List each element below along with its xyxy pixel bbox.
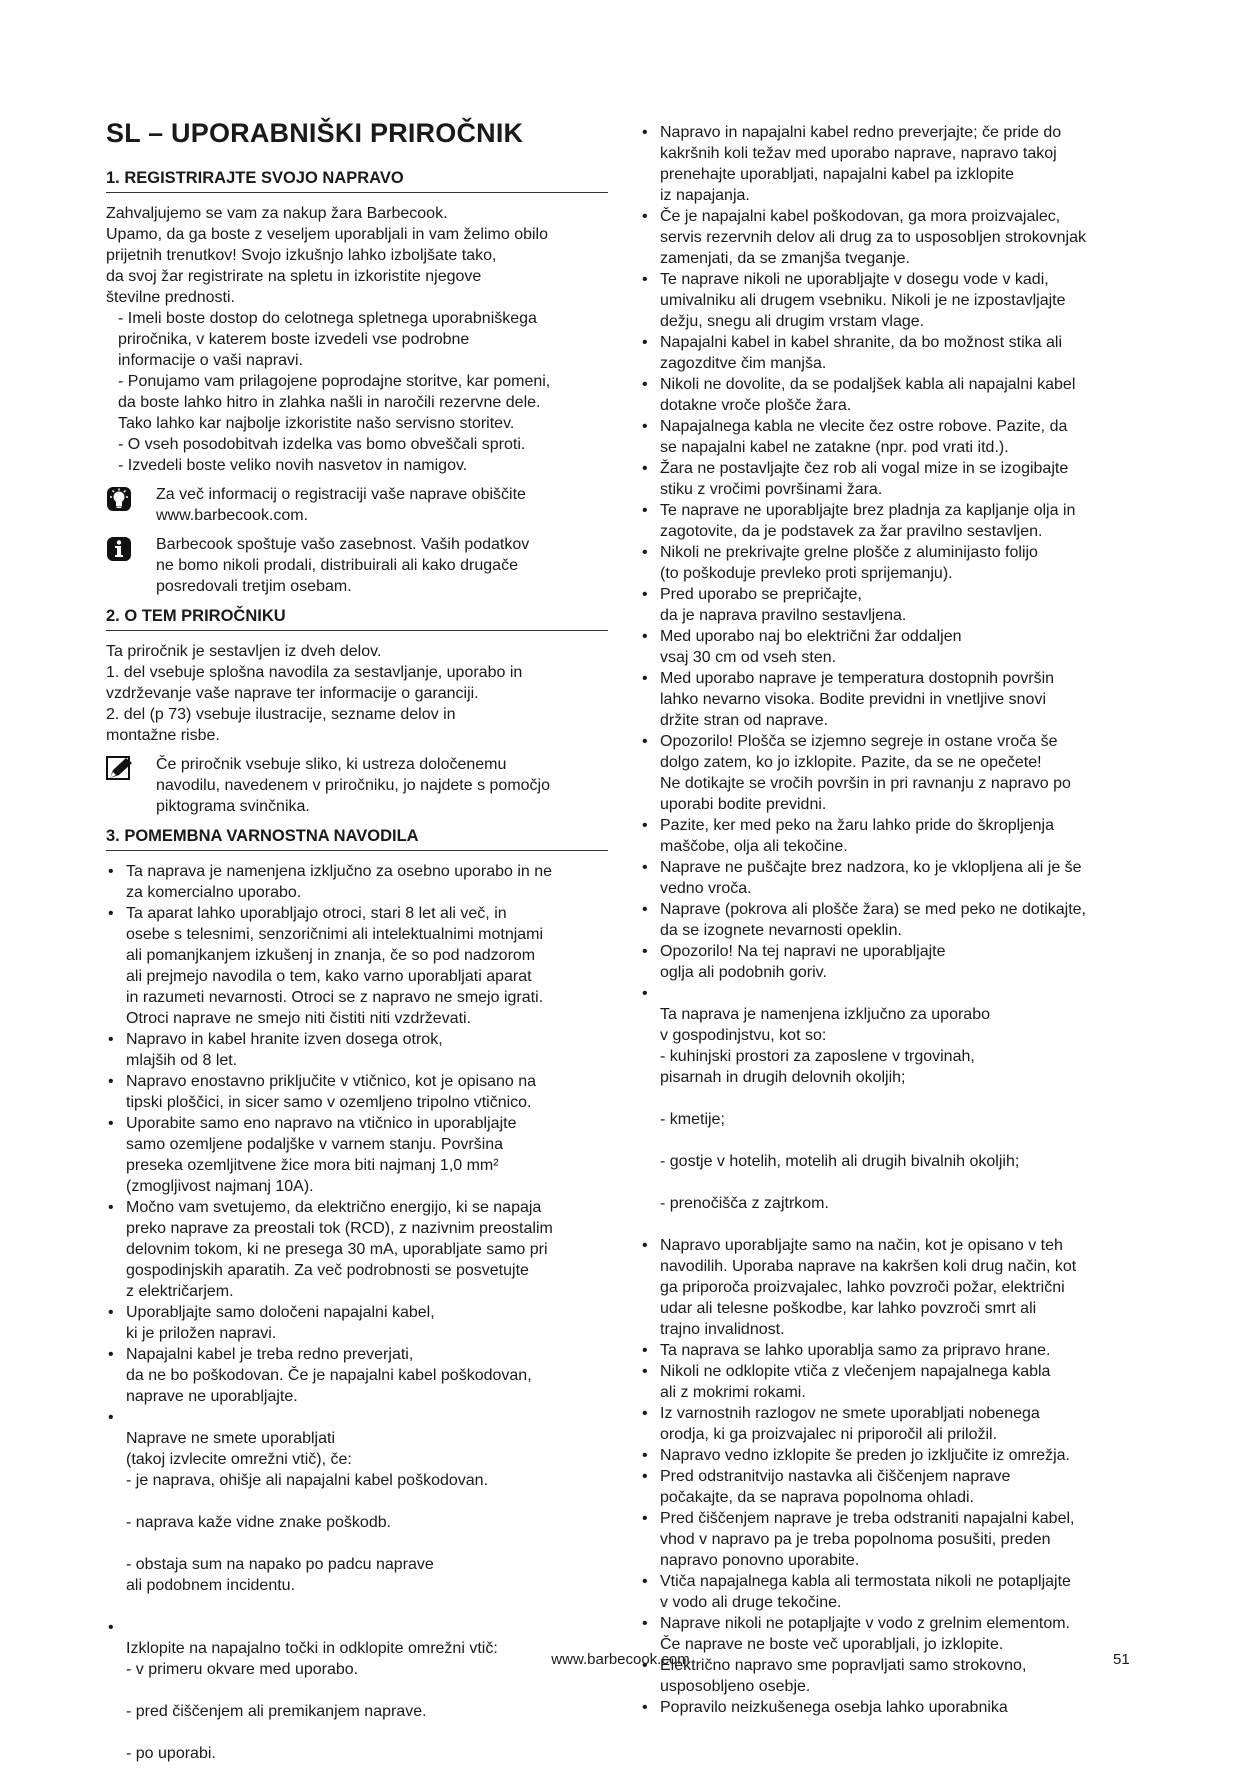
safety-item: • Močno vam svetujemo, da električno energijo, ki se napaja preko naprave za preostali tok (RCD), z nazivnim preostalim delovnim tokom, ki ne presega 30 mA, uporabljate samo pri gospodinjskih aparatih. Za več podrobnosti se posvetujte z električarjem. [106,1197,608,1302]
safety-item: • Pred čiščenjem naprave je treba odstraniti napajalni kabel, vhod v napravo pa je treba popolnoma posušiti, preden napravo ponovno uporabite. [640,1508,1140,1571]
safety-item: • Nikoli ne odklopite vtiča z vlečenjem napajalnega kabla ali z mokrimi rokami. [640,1361,1140,1403]
safety-item: • Uporabljajte samo določeni napajalni kabel, ki je priložen napravi. [106,1302,608,1344]
safety-item: • Opozorilo! Na tej napravi ne uporabljajte oglja ali podobnih goriv. [640,941,1140,983]
safety-item: • Napravo uporabljajte samo na način, kot je opisano v teh navodilih. Uporaba naprave na kakršen koli drug način, kot ga priporoča proizvajalec, lahko povzroči požar, električni udar ali telesne poškodbe, kar lahko povzroči smrt ali trajno invalidnost. [640,1235,1140,1340]
safety-subitem: - gostje v hotelih, motelih ali drugih bivalnih okoljih; [660,1153,1020,1170]
safety-item-text: Izklopite na napajalno točki in odklopite omrežni vtič: [126,1640,498,1657]
safety-subitem: - kmetije; [660,1111,725,1128]
safety-item: • Napravo enostavno priključite v vtičnico, kot je opisano na tipski ploščici, in sicer samo v ozemljeno tripolno vtičnico. [106,1071,608,1113]
safety-list-left [106,861,608,1785]
safety-item: • Ta naprava je namenjena izključno za osebno uporabo in ne za komercialno uporabo. [106,861,608,903]
benefit-item: - Izvedeli boste veliko novih nasvetov in namigov. [118,457,468,474]
safety-item-not-use [106,1407,608,1617]
page-number: 51 [1113,1651,1130,1668]
safety-item-text: Ta naprava je namenjena izključno za uporabo v gospodinjstvu, kot so: [660,1006,990,1044]
privacy-note-text: Barbecook spoštuje vašo zasebnost. Vaših podatkov ne bomo nikoli prodali, distribuirali ali kako drugače posredovali tretjim osebam. [156,536,530,595]
footer-url[interactable]: www.barbecook.com [551,1651,690,1668]
info-icon [106,536,134,562]
safety-item: • Nikoli ne prekrivajte grelne plošče z aluminijasto folijo (to poškoduje prevleko proti sprijemanju). [640,542,1140,584]
safety-item: • Opozorilo! Plošča se izjemno segreje in ostane vroča še dolgo zatem, ko jo izklopite. Pazite, da se ne opečete! Ne dotikajte se vročih površin in pri ravnanju z napravo po uporabi bodite previdni. [640,731,1140,815]
safety-item: • Vtiča napajalnega kabla ali termostata nikoli ne potapljajte v vodo ali druge tekočine. [640,1571,1140,1613]
section-1-intro: Zahvaljujemo se vam za nakup žara Barbecook. Upamo, da ga boste z veseljem uporabljali in vam želimo obilo prijetnih trenutkov! Svojo izkušnjo lahko izboljšate tako, da svoj žar registrirate na spletu in izkoristite njegove številne prednosti. [106,205,548,306]
safety-item: • Iz varnostnih razlogov ne smete uporabljati nobenega orodja, ki ga proizvajalec ni priporočil ali priložil. [640,1403,1140,1445]
safety-subitem: - pred čiščenjem ali premikanjem naprave. [126,1703,427,1720]
safety-item: • Popravilo neizkušenega osebja lahko uporabnika [640,1697,1140,1718]
safety-subitem: - v primeru okvare med uporabo. [126,1661,359,1678]
safety-item: • Napajalni kabel in kabel shranite, da bo možnost stika ali zagozditve čim manjša. [640,332,1140,374]
section-2-heading: 2. O TEM PRIROČNIKU [106,607,608,631]
page-footer [0,1651,1241,1671]
safety-subitem: - naprava kaže vidne znake poškodb. [126,1514,392,1531]
safety-item: • Nikoli ne dovolite, da se podaljšek kabla ali napajalni kabel dotakne vroče plošče žara. [640,374,1140,416]
safety-item: • Žara ne postavljajte čez rob ali vogal mize in se izogibajte stiku z vročimi površinami žara. [640,458,1140,500]
safety-subitem: - je naprava, ohišje ali napajalni kabel poškodovan. [126,1472,489,1489]
safety-item: • Napravo in kabel hranite izven dosega otrok, mlajših od 8 let. [106,1029,608,1071]
pencil-icon [106,756,134,782]
safety-subitem: - kuhinjski prostori za zaposlene v trgovinah, pisarnah in drugih delovnih okoljih; [660,1048,975,1086]
section-1-heading: 1. REGISTRIRAJTE SVOJO NAPRAVO [106,169,608,193]
safety-item: • Napravo in napajalni kabel redno preverjajte; če pride do kakršnih koli težav med uporabo naprave, napravo takoj prenehajte uporabljati, napajalni kabel pa izklopite iz napajanja. [640,122,1140,206]
pencil-note [106,754,608,817]
right-column [640,122,1140,1718]
safety-item: • Ta naprava se lahko uporablja samo za pripravo hrane. [640,1340,1140,1361]
safety-item: • Naprave ne puščajte brez nadzora, ko je vklopljena ali je še vedno vroča. [640,857,1140,899]
safety-item: • Naprave nikoli ne potapljajte v vodo z grelnim elementom. Če naprave ne boste več uporabljali, jo izklopite. [640,1613,1140,1655]
safety-item-unplug [106,1617,608,1785]
benefit-item: - O vseh posodobitvah izdelka vas bomo obveščali sproti. [118,436,526,453]
pencil-note-text: Če priročnik vsebuje sliko, ki ustreza določenemu navodilu, navedenem v priročniku, jo najdete s pomočjo piktograma svinčnika. [156,756,551,815]
safety-item: • Napajalnega kabla ne vlecite čez ostre robove. Pazite, da se napajalni kabel ne zatakne (npr. pod vrati itd.). [640,416,1140,458]
benefit-item: - Ponujamo vam prilagojene poprodajne storitve, kar pomeni, da boste lahko hitro in zlahka našli in naročili rezervne dele. Tako lahko kar najbolje izkoristite našo servisno storitev. [118,373,551,432]
safety-item: • Te naprave ne uporabljajte brez pladnja za kapljanje olja in zagotovite, da je podstavek za žar pravilno sestavljen. [640,500,1140,542]
privacy-note [106,534,608,597]
safety-item: • Če je napajalni kabel poškodovan, ga mora proizvajalec, servis rezervnih delov ali drug za to usposobljen strokovnjak zamenjati, da se zmanjša tveganje. [640,206,1140,269]
safety-item: • Te naprave nikoli ne uporabljajte v dosegu vode v kadi, umivalniku ali drugem vsebniku. Nikoli je ne izpostavljajte dežju, snegu ali drugim vrstam vlage. [640,269,1140,332]
safety-item: • Električno napravo sme popravljati samo strokovno, usposobljeno osebje. [640,1655,1140,1697]
safety-item: • Napajalni kabel je treba redno preverjati, da ne bo poškodovan. Če je napajalni kabel poškodovan, naprave ne uporabljajte. [106,1344,608,1407]
safety-item: • Ta aparat lahko uporabljajo otroci, stari 8 let ali več, in osebe s telesnimi, senzoričnimi ali intelektualnimi motnjami ali pomanjkanjem izkušenj in znanja, če so pod nadzorom ali prejmejo navodila o tem, kako varno uporabljati aparat in razumeti nevarnosti. Otroci se z napravo ne smejo igrati. Otroci naprave ne smejo niti čistiti niti vzdrževati. [106,903,608,1029]
safety-item-text: Naprave ne smete uporabljati (takoj izvlecite omrežni vtič), če: [126,1430,352,1468]
safety-list-right [640,122,1140,1718]
left-column [106,118,608,1785]
safety-item: • Pazite, ker med peko na žaru lahko pride do škropljenja maščobe, olja ali tekočine. [640,815,1140,857]
safety-item: • Pred odstranitvijo nastavka ali čiščenjem naprave počakajte, da se naprava popolnoma ohladi. [640,1466,1140,1508]
safety-item: • Med uporabo naprave je temperatura dostopnih površin lahko nevarno visoka. Bodite previdni in vnetljive snovi držite stran od naprave. [640,668,1140,731]
safety-subitem: - prenočišča z zajtrkom. [660,1195,829,1212]
tip-note [106,484,608,526]
page-title: SL – UPORABNIŠKI PRIROČNIK [106,118,524,148]
safety-item-household [640,983,1140,1235]
safety-subitem: - obstaja sum na napako po padcu naprave ali podobnem incidentu. [126,1556,434,1594]
section-2-text: Ta priročnik je sestavljen iz dveh delov. 1. del vsebuje splošna navodila za sestavljanje, uporabo in vzdrževanje vaše naprave ter informacije o garanciji. 2. del (p 73) vsebuje ilustracije, sezname delov in montažne risbe. [106,643,523,744]
safety-item: • Napravo vedno izklopite še preden jo izključite iz omrežja. [640,1445,1140,1466]
lightbulb-icon [106,486,134,512]
safety-item: • Naprave (pokrova ali plošče žara) se med peko ne dotikajte, da se izognete nevarnosti opeklin. [640,899,1140,941]
safety-item: • Pred uporabo se prepričajte, da je naprava pravilno sestavljena. [640,584,1140,626]
section-3-heading: 3. POMEMBNA VARNOSTNA NAVODILA [106,827,608,851]
benefit-item: - Imeli boste dostop do celotnega spletnega uporabniškega priročnika, v katerem boste izvedeli vse podrobne informacije o vaši napravi. [118,310,537,369]
safety-item: • Uporabite samo eno napravo na vtičnico in uporabljajte samo ozemljene podaljške v varnem stanju. Površina preseka ozemljitvene žice mora biti najmanj 1,0 mm² (zmogljivost najmanj 10A). [106,1113,608,1197]
safety-item: • Med uporabo naj bo električni žar oddaljen vsaj 30 cm od vseh sten. [640,626,1140,668]
safety-subitem: - po uporabi. [126,1745,216,1762]
tip-note-text: Za več informacij o registraciji vaše naprave obiščite www.barbecook.com. [156,486,526,524]
